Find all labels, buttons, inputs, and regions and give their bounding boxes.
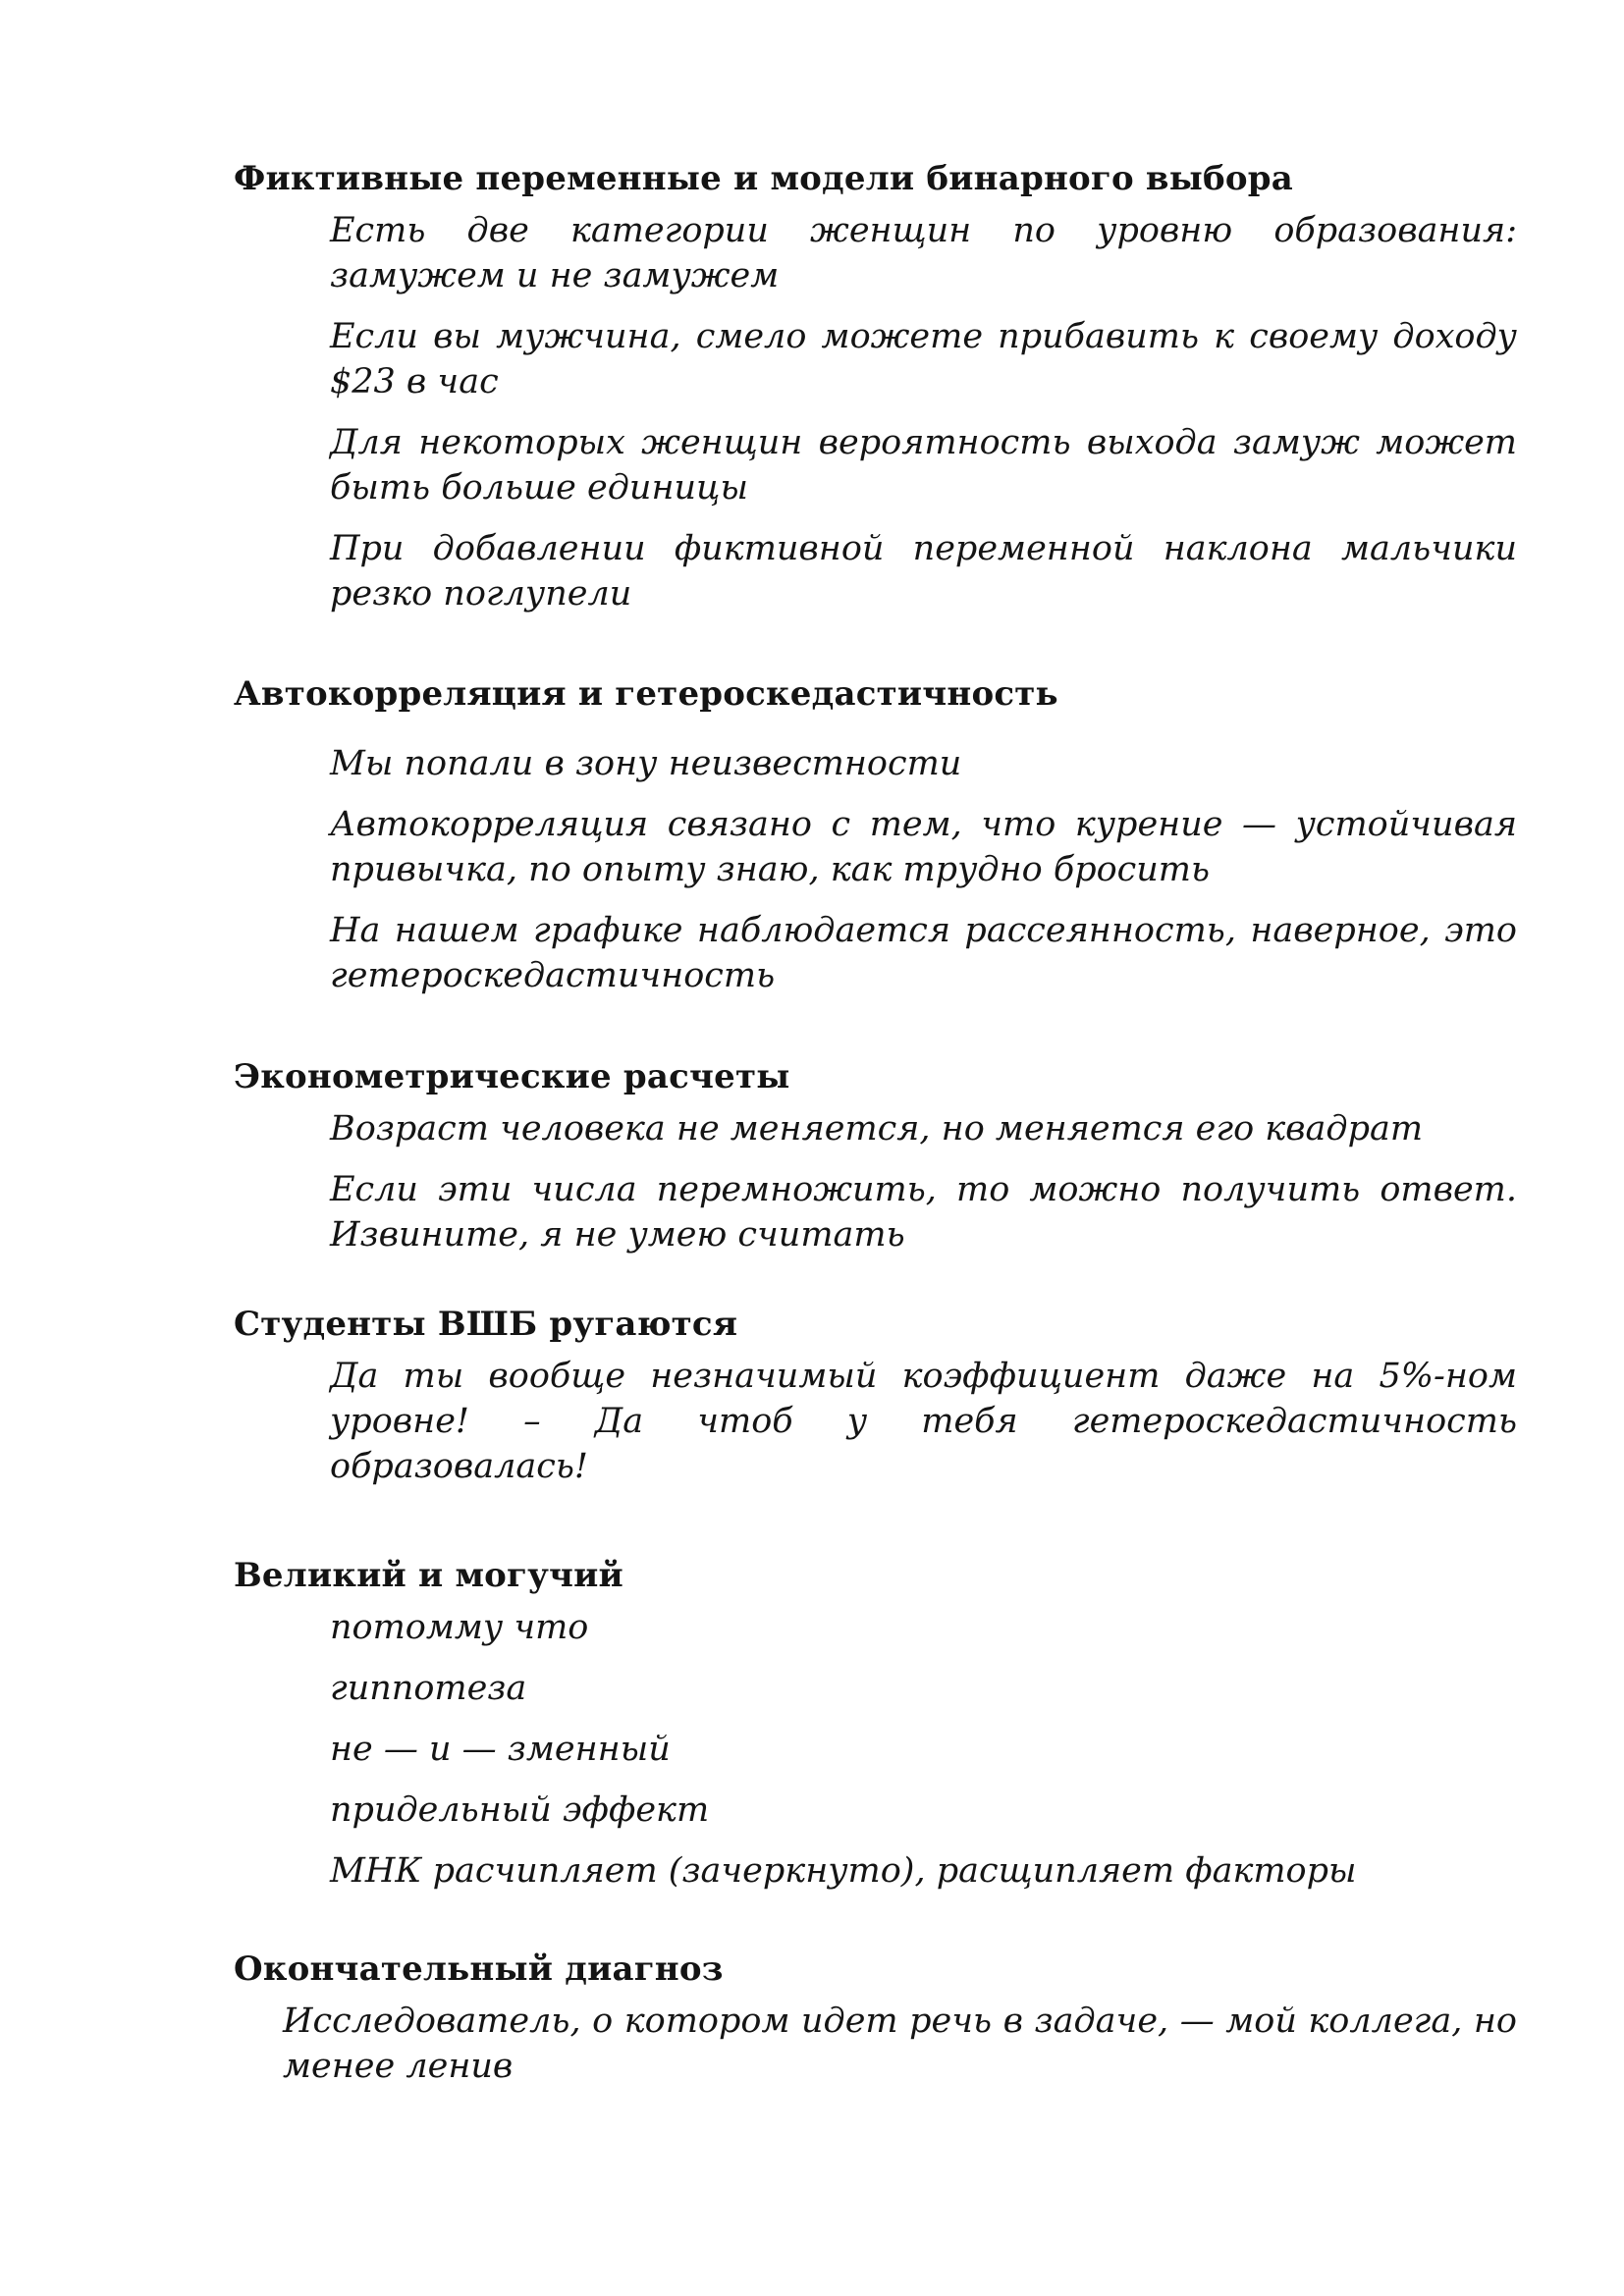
section-title: Студенты ВШБ ругаются [234,1305,738,1344]
quote-item: не — и — зменный [330,1730,671,1769]
section-final-diagnosis [234,1948,1517,2089]
quote-item: Есть две категории женщин по уровню образования: замужем и не замужем [330,211,1517,295]
quote-item: Для некоторых женщин вероятность выхода замуж может быть больше единицы [330,423,1517,507]
quote-item: потомму что [330,1608,589,1647]
section-title: Окончательный диагноз [234,1949,724,1989]
section-title: Эконометрические расчеты [234,1057,790,1096]
section-title: Великий и могучий [234,1556,623,1595]
quote-item: При добавлении фиктивной переменной наклона мальчики резко поглупели [330,529,1517,614]
quote-item: придельный эффект [330,1790,710,1830]
section-dummy-variables [234,157,1517,616]
quote-item: Возраст человека не меняется, но меняется его квадрат [330,1109,1424,1148]
quote-item: Автокорреляция связано с тем, что курение — устойчивая привычка, по опыту знаю, как трудно бросить [330,805,1517,889]
section-students-swear [234,1303,1517,1489]
section-title: Автокорреляция и гетероскедастичность [234,674,1058,714]
quote-item: На нашем графике наблюдается рассеянность, наверное, это гетероскедастичность [330,911,1517,995]
section-econometric-calculations [234,1055,1517,1257]
section-title: Фиктивные переменные и модели бинарного выбора [234,159,1293,198]
section-autocorrelation [234,672,1517,998]
quote-item: Мы попали в зону неизвестности [330,744,962,783]
quote-item: Да ты вообще незначимый коэффициент даже на 5%-ном уровне! – Да чтоб у тебя гетероскедастичность образовалась! [330,1357,1517,1486]
quote-item: гиппотеза [330,1669,527,1708]
section-great-and-mighty [234,1554,1517,1894]
quote-item: Если вы мужчина, смело можете прибавить к своему доходу $23 в час [330,317,1517,401]
quote-item: Если эти числа перемножить, то можно получить ответ. Извините, я не умею считать [330,1170,1517,1255]
quote-item: МНК расчипляет (зачеркнуто), расщипляет факторы [330,1851,1357,1891]
quote-item: Исследователь, о котором идет речь в задаче, — мой коллега, но менее ленив [283,2002,1517,2086]
